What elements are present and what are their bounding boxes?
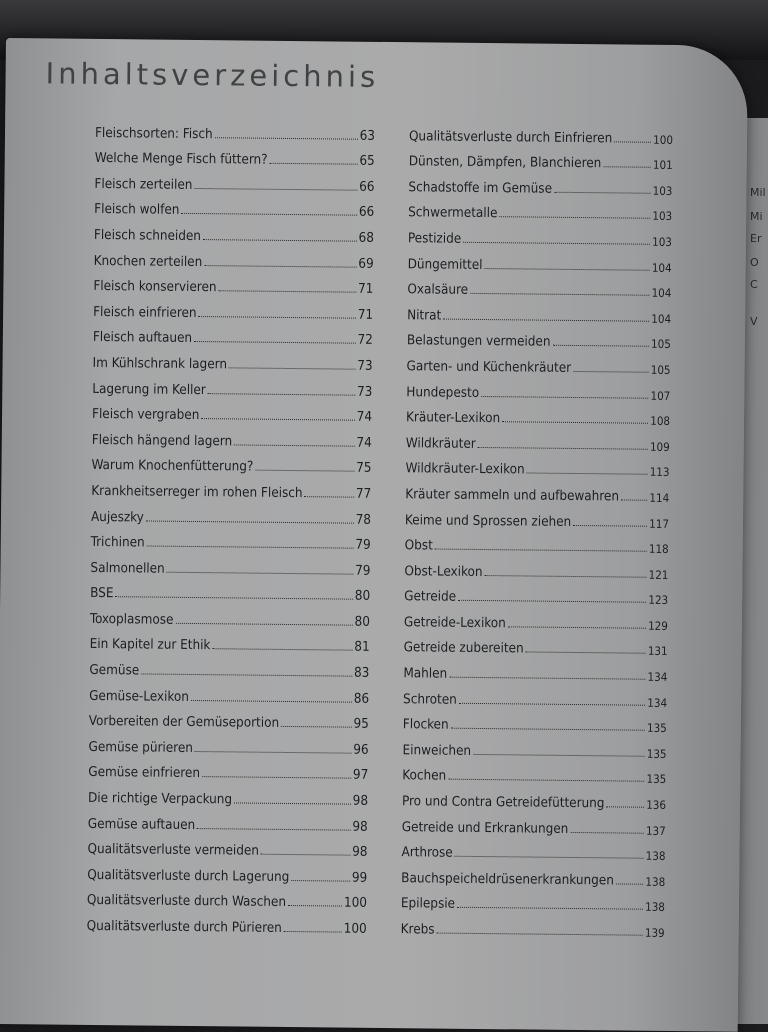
toc-entry [407,323,671,351]
toc-entry [92,396,372,425]
toc-entry-page: 104 [651,285,672,301]
toc-entry [407,297,671,325]
toc-entry [88,780,368,809]
toc-entry-label: Kräuter-Lexikon [405,410,501,427]
toc-entry-page: 134 [647,669,668,685]
toc-entry [408,246,672,274]
toc-entry [91,524,371,553]
toc-entry-page: 99 [351,870,368,886]
toc-entry-page: 73 [357,358,373,374]
toc-entry [401,886,665,914]
toc-entry-page: 135 [646,772,667,787]
toc-entry-label: Pestizide [407,231,462,247]
toc-entry-page: 73 [356,384,373,400]
toc-entry [88,806,368,835]
toc-entry-page: 136 [646,797,667,812]
dot-leader [234,802,351,804]
dot-leader [229,367,355,369]
toc-entry-label: Qualitätsverluste vermeiden [87,842,260,859]
dot-leader [603,166,651,167]
dot-leader [621,499,647,500]
toc-entry-label: Ein Kapitel zur Ethik [89,637,211,654]
book-page [0,38,748,1032]
toc-entry [90,601,370,630]
toc-entry [405,451,669,479]
toc-entry-label: Gemüse pürieren [88,739,194,756]
dot-leader [449,677,645,680]
dot-leader [197,828,350,831]
toc-entry-page: 103 [652,234,672,249]
right-page-fragment: O [750,256,759,269]
toc-entry-label: Obst-Lexikon [404,563,483,580]
toc-entry-page: 98 [352,793,369,809]
toc-entry-label: Oxalsäure [407,282,469,299]
toc-entry-page: 66 [359,179,375,195]
toc-entry-label: Krankheitserreger im rohen Fleisch [91,483,303,502]
toc-entry-page: 96 [353,742,369,758]
toc-entry [87,883,367,912]
dot-leader [508,626,646,628]
toc-entry-label: Fleisch schneiden [93,227,202,245]
toc-entry-page: 77 [355,486,372,502]
toc-entry-page: 114 [649,490,670,505]
toc-entry [90,576,370,605]
toc-entry [404,630,668,658]
dot-leader [141,674,352,677]
toc-entry-page: 97 [352,768,369,784]
dot-leader [234,444,354,446]
page-title: Inhaltsverzeichnis [45,56,380,94]
toc-entry-page: 75 [356,461,372,477]
dot-leader [573,371,649,373]
toc-entry-page: 118 [648,541,669,557]
toc-entry-page: 80 [354,614,370,630]
dot-leader [219,290,357,292]
toc-entry-label: Mahlen [403,666,448,682]
toc-entry [93,345,373,374]
toc-entry-label: Getreide [404,589,457,606]
toc-entry-page: 95 [353,716,369,733]
toc-entry [406,425,670,453]
toc-entry-page: 101 [652,157,673,173]
dot-leader [485,268,650,271]
toc-entry [407,272,671,300]
toc-entry-label: Qualitätsverluste durch Lagerung [87,867,290,885]
toc-entry-page: 105 [650,362,671,377]
dot-leader [255,470,354,472]
toc-entry-label: BSE [90,586,114,602]
dot-leader [281,726,351,728]
toc-entry-page: 131 [647,644,668,659]
toc-entry [87,857,367,886]
toc-entry-page: 138 [645,874,666,889]
toc-entry-label: Im Kühlschrank lagern [92,355,228,373]
toc-entry [87,832,367,861]
dot-leader [458,600,646,603]
toc-entry-label: Fleisch hängend lagern [91,432,233,450]
dot-leader [146,520,354,523]
dot-leader [195,751,351,754]
dot-leader [437,933,643,936]
dot-leader [212,649,352,651]
toc-entry-page: 65 [359,153,375,170]
toc-entry [404,604,668,632]
toc-entry-page: 72 [357,333,373,349]
toc-entry-page: 63 [359,128,376,144]
dot-leader [552,345,649,347]
toc-entry-page: 98 [352,844,368,861]
toc-entry-label: Vorbereiten der Gemüseportion [88,714,280,732]
toc-entry-label: Belastungen vermeiden [406,333,551,351]
toc-entry-page: 117 [649,516,670,531]
toc-entry [89,678,369,707]
dot-leader [208,393,355,396]
dot-leader [485,575,647,578]
toc-entry [407,349,671,377]
toc-entry [402,784,666,812]
dot-leader [284,931,342,933]
toc-entry-label: Düngemittel [407,256,483,273]
toc-entry-label: Arthrose [401,845,453,861]
toc-entry-page: 100 [653,132,674,147]
toc-entry [94,166,374,195]
toc-entry-page: 113 [649,465,670,480]
toc-entry-page: 135 [646,746,667,761]
toc-entry-label: Getreide zubereiten [403,640,524,657]
toc-entry [408,221,672,249]
toc-entry-page: 68 [358,230,375,246]
toc-entry [91,448,371,477]
right-page-fragment: Er [750,232,762,245]
toc-entry-label: Wildkräuter-Lexikon [405,461,525,478]
toc-entry-page: 98 [352,819,368,835]
toc-entry [93,268,373,297]
toc-entry-label: Fleischsorten: Fisch [94,125,213,142]
toc-entry [408,195,672,223]
toc-entry-label: Krebs [400,922,435,938]
toc-entry-page: 108 [650,413,671,429]
toc-entry [87,908,367,937]
toc-entry [403,656,667,684]
toc-entry-page: 74 [356,435,372,451]
toc-entry [405,502,669,530]
toc-entry-label: Fleisch vergraben [91,407,200,424]
toc-entry-page: 74 [356,409,373,425]
toc-entry-page: 139 [644,925,665,940]
dot-leader [435,549,647,552]
toc-entry-page: 80 [354,588,371,605]
toc-entry-label: Obst [404,538,433,554]
toc-entry [91,473,371,502]
right-page-fragment: C [750,278,758,291]
toc-entry-page: 78 [355,512,372,528]
dot-leader [175,623,352,626]
toc-entry [406,374,670,402]
toc-entry-label: Qualitätsverluste durch Einfrieren [408,128,613,146]
toc-entry-label: Kochen [402,768,447,785]
dot-leader [288,905,342,907]
dot-leader [470,293,650,296]
dot-leader [181,213,356,216]
toc-entry-page: 104 [651,311,672,326]
toc-entry [401,860,665,888]
toc-entry-label: Kräuter sammeln und aufbewahren [405,487,620,505]
toc-entry-page: 71 [357,307,374,323]
toc-entry-page: 100 [343,895,368,912]
toc-entry-label: Bauchspeicheldrüsenerkrankungen [401,870,614,889]
toc-entry-label: Die richtige Verpackung [87,790,233,808]
dot-leader [261,854,350,856]
right-page-fragment: Mil [750,186,766,199]
toc-entry-page: 105 [651,337,671,352]
toc-entry [409,118,673,146]
dot-leader [459,702,646,705]
dot-leader [573,524,647,526]
toc-entry-label: Toxoplasmose [89,611,174,628]
toc-entry [95,141,375,170]
toc-entry-page: 107 [650,388,671,403]
toc-entry [408,169,672,197]
toc-entry-label: Getreide und Erkrankungen [401,819,569,837]
toc-entry-label: Keime und Sprossen ziehen [404,512,572,530]
toc-entry-page: 134 [647,695,668,710]
toc-entry [90,627,370,656]
dot-leader [527,473,648,475]
toc-entry [90,550,370,579]
toc-entry-label: Salmonellen [90,560,165,577]
toc-entry [95,115,375,144]
toc-entry-label: Schadstoffe im Gemüse [408,180,553,197]
toc-entry-label: Knochen zerteilen [93,253,203,270]
toc-entry-label: Epilepsie [400,896,456,913]
dot-leader [473,754,645,757]
dot-leader [526,652,646,654]
toc-entry [89,652,369,681]
dot-leader [616,883,644,884]
toc-entry-page: 138 [645,900,666,915]
toc-entry-label: Fleisch zerteilen [94,176,193,193]
dot-leader [443,318,649,321]
dot-leader [203,239,357,242]
toc-entry-label: Fleisch wolfen [94,202,180,219]
dot-leader [554,192,651,194]
toc-entry [92,371,372,400]
toc-entry [402,732,666,760]
toc-entry [409,144,673,172]
dot-leader [499,217,650,220]
toc-entry [91,499,371,528]
dot-leader [478,447,648,450]
toc-entry [401,835,665,863]
toc-entry [93,320,373,349]
toc-entry-label: Qualitätsverluste durch Pürieren [86,918,282,936]
toc-entry-page: 81 [354,640,370,656]
dot-leader [199,316,356,319]
right-page-fragment: Mi [750,210,763,223]
dot-leader [502,421,648,424]
toc-entry-label: Qualitätsverluste durch Waschen [86,893,287,911]
toc-entry-label: Schwermetalle [408,205,498,222]
dot-leader [457,907,643,910]
toc-entry-label: Nitrat [407,307,442,324]
toc-entry [94,192,374,221]
dot-leader [215,137,358,139]
toc-entry-label: Gemüse [89,662,140,679]
toc-entry-label: Flocken [402,717,449,733]
toc-entry [402,809,666,837]
toc-entry [405,477,669,505]
toc-entry-label: Gemüse-Lexikon [89,688,189,705]
toc-entry-label: Fleisch auftauen [92,330,193,347]
toc-entry [88,755,368,784]
toc-entry [405,528,669,556]
dot-leader [570,832,644,834]
toc-entry-label: Warum Knochenfütterung? [91,458,254,475]
toc-left-column [87,115,376,937]
toc-entry-page: 109 [649,439,670,454]
toc-entry-page: 83 [353,665,370,681]
toc-entry-page: 123 [648,593,669,608]
toc-entry-label: Trichinen [90,535,145,551]
toc-entry-label: Schroten [403,691,457,708]
dot-leader [481,396,648,399]
toc-entry-page: 129 [648,618,668,633]
toc-entry [94,217,374,246]
toc-entry-label: Einweichen [402,743,472,759]
dot-leader [606,806,644,807]
dot-leader [455,856,644,859]
toc-entry [89,704,369,733]
toc-entry [402,758,666,786]
dot-leader [204,265,356,268]
dot-leader [191,700,352,703]
toc-entry-page: 79 [355,537,371,553]
dot-leader [451,728,645,731]
toc-entry-page: 135 [646,721,667,736]
toc-entry-label: Garten- und Küchenkräuter [406,359,572,376]
toc-entry-page: 79 [355,563,371,579]
toc-entry-label: Lagerung im Keller [92,381,206,398]
toc-entry-label: Pro und Contra Getreidefütterung [401,794,605,812]
toc-right-column [401,118,674,940]
toc-entry-label: Fleisch konservieren [93,279,217,296]
toc-entry-label: Wildkräuter [405,435,476,452]
toc-entry [94,243,374,272]
toc-entry [88,729,368,758]
toc-entry-label: Fleisch einfrieren [93,304,197,321]
toc-entry [401,912,665,940]
dot-leader [202,777,351,780]
toc-entry-page: 71 [357,281,374,298]
dot-leader [463,242,650,245]
toc-entry [404,553,668,581]
toc-entry-page: 121 [648,567,669,582]
toc-entry-label: Getreide-Lexikon [403,615,506,632]
toc-entry [93,294,373,323]
toc-entry [92,422,372,451]
toc-entry-page: 100 [343,921,367,937]
toc-entry-label: Aujeszky [90,509,144,525]
toc-entry-page: 138 [645,848,666,864]
toc-entry [403,681,667,709]
dot-leader [194,188,357,191]
dot-leader [448,779,644,782]
dot-leader [270,163,358,165]
dot-leader [201,418,354,421]
toc-entry [404,579,668,607]
dot-leader [614,141,651,142]
toc-entry-page: 104 [651,260,672,275]
dot-leader [115,596,352,599]
toc-entry [403,707,667,735]
dot-leader [167,571,353,574]
dot-leader [194,341,355,344]
toc-entry [406,400,670,428]
toc-entry-label: Gemüse einfrieren [88,765,201,782]
toc-entry-page: 86 [353,691,370,707]
toc-entry-page: 103 [652,183,673,198]
toc-entry-label: Gemüse auftauen [87,816,196,833]
dot-leader [305,496,354,498]
toc-entry-label: Hundepesto [406,384,480,401]
toc-entry-label: Welche Menge Fisch füttern? [94,151,268,168]
toc-entry-page: 137 [645,823,666,838]
toc-entry-page: 103 [652,209,673,224]
dot-leader [291,880,350,882]
toc-entry-page: 69 [358,256,374,272]
dot-leader [147,546,354,549]
toc-entry-label: Dünsten, Dämpfen, Blanchieren [408,154,602,172]
right-page-fragment: V [750,315,758,328]
toc-entry-page: 66 [358,205,375,221]
